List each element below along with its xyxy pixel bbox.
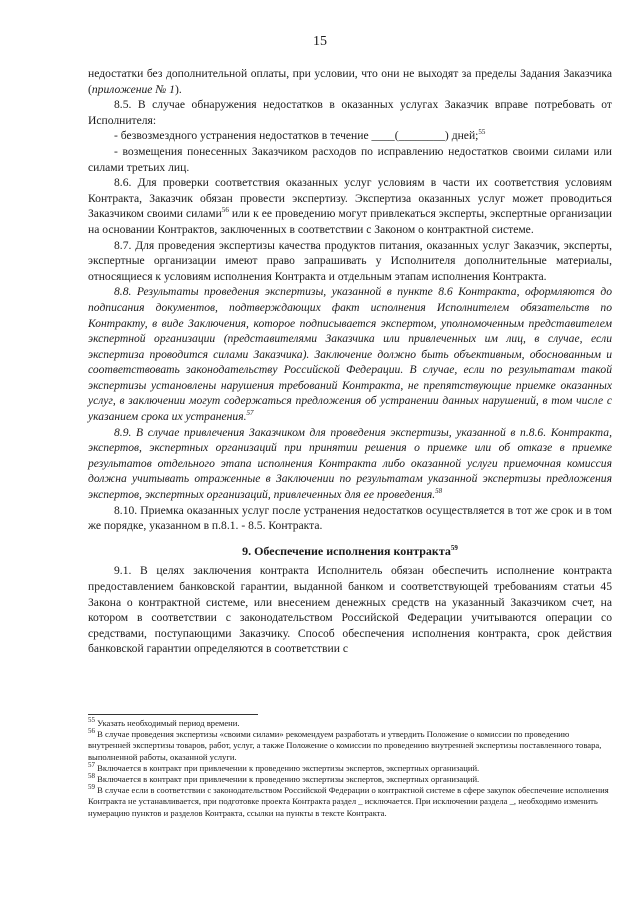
clause-8-5-item-a: - безвозмездного устранения недостатков в течение ____(________) дней;$^{55}$ [114, 128, 486, 143]
page-number: 15 [313, 34, 327, 49]
clause-8-6: 8.6. Для проверки соответствия оказанных услуг условиям в части их соответствия условиям Контракта, Заказчик обязан провести экспертизу. Экспертиза оказанных услуг может проводиться Заказчиком своими силами$^{56}$ или к ее проведению могут привлекаться эксперты, экспертные организации на основании Контрактов, заключенных в соответствии с Законом о контрактной системе. [88, 176, 612, 236]
footnote-ref-55: 55 [478, 128, 486, 137]
clause-8-10: 8.10. Приемка оказанных услуг после устранения недостатков осуществляется в тот же срок и в том же порядке, указанном в п.8.1. - 8.5. Контракта. [88, 503, 612, 533]
footnote-ref-59: 59 [450, 543, 458, 552]
footnote-55: $^{55}$ Указать необходимый период времени. [88, 716, 240, 728]
footnote-ref-56: 56 [221, 206, 229, 215]
paragraph-continuation: недостатки без дополнительной оплаты, при условии, что они не выходят за пределы Задания Заказчика (приложение № 1). [88, 67, 612, 96]
footnote-separator [88, 714, 258, 715]
footnote-ref-58: 58 [435, 487, 443, 496]
document-body [88, 66, 612, 657]
clause-9-1: 9.1. В целях заключения контракта Исполнитель обязан обеспечить исполнение контракта предоставлением банковской гарантии, выданной банком и соответствующей требованиям статьи 45 Закона о контрактной системе, или внесением денежных средств на указанный Заказчиком счет, на котором в соответствии с законодательством Российской Федерации учитываются операции со средствами, поступающими Заказчику. Способ обеспечения исполнения контракта, срок действия банковской гарантии определяются в соответствии с [88, 564, 612, 656]
footnote-58: $^{58}$ Включается в контракт при привлечении к проведению экспертизы экспертов, экспертных организаций. [88, 772, 480, 785]
section-9-heading: 9. Обеспечение исполнения контракта$^{59}$ [242, 543, 458, 558]
footnote-56: $^{56}$ В случае проведения экспертизы «своими силами» рекомендуем разработать и утвердить Положение о комиссии по проведению внутренней экспертизы товаров, работ, услуг, а также Положение о комиссии по проведению внутренней экспертизы поставленного товара, выполненной работы, оказанной услуги. [88, 727, 602, 762]
footnote-57: $^{57}$ Включается в контракт при привлечении к проведению экспертизы экспертов, экспертных организаций. [88, 760, 480, 773]
appendix-reference: приложение № 1 [91, 82, 175, 96]
clause-8-9: 8.9. В случае привлечения Заказчиком для проведения экспертизы, указанной в п.8.6. Контракта, экспертов, экспертных организаций при принятии решения о приемке или об отказе в приемке результатов отдельного этапа исполнения Контракта либо оказанной услуги приемочная комиссия должна учитывать отраженные в Заключении по результатам указанной экспертизы предложения экспертов, экспертных организаций, привлеченных для ее проведения.$^{58}$ [88, 425, 612, 502]
footnote-59: $^{59}$ В случае если в соответствии с законодательством Российской Федерации о контрактной системе в сфере закупок обеспечение исполнения Контракта не устанавливается, при подготовке проекта Контракта раздел _ исключается. При исключении раздела _, необходимо изменить нумерацию пунктов и разделов Контракта, ссылки на пункты в тексте Контракта. [88, 783, 609, 818]
footnote-ref-57: 57 [246, 409, 254, 418]
footnotes [88, 718, 612, 819]
clause-8-5: 8.5. В случае обнаружения недостатков в оказанных услугах Заказчик вправе потребовать от Исполнителя: [88, 98, 612, 127]
clause-8-8: 8.8. Результаты проведения экспертизы, указанной в пункте 8.6 Контракта, оформляются до подписания документов, подтверждающих факт исполнения Исполнителем обязательств по Контракту, в виде Заключения, которое подписывается экспертом, уполномоченным представителем экспертной организации (представителями Заказчика или привлеченных им лиц, в случае, если экспертиза проводится силами Заказчика). Заключение должно быть объективным, обоснованным и соответствовать законодательству Российской Федерации. В случае, если по результатам такой экспертизы установлены нарушения требований Контракта, не препятствующие приемке оказанных услуг, в заключении могут содержаться предложения об устранении данных нарушений, в том числе с указанием срока их устранения.$^{57}$ [88, 285, 612, 424]
clause-8-5-item-b: - возмещения понесенных Заказчиком расходов по исправлению недостатков своими силами или силами третьих лиц. [88, 144, 612, 174]
clause-8-7: 8.7. Для проведения экспертизы качества продуктов питания, оказанных услуг Заказчик, эксперты, экспертные организации имеют право запрашивать у Исполнителя дополнительные материалы, относящиеся к условиям исполнения Контракта и отдельным этапам исполнения Контракта. [88, 238, 612, 283]
